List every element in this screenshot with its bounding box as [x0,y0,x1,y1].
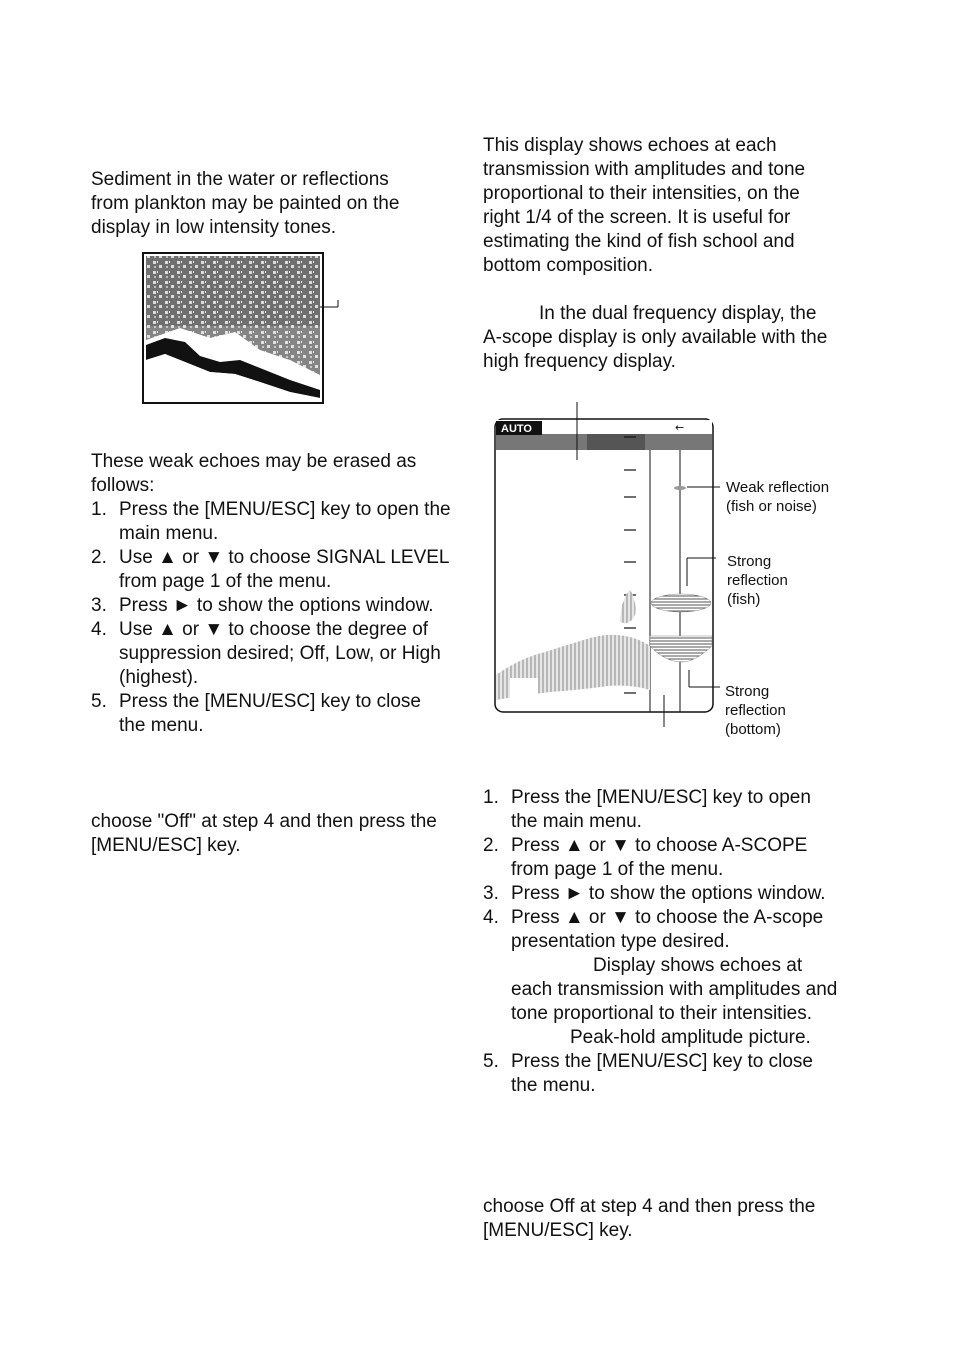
plankton-echo-figure [140,250,360,406]
a-scope-peak-description: Peak-hold amplitude picture. [570,1027,811,1048]
right-step-1: 1. Press the [MENU/ESC] key to open the main menu. [483,787,811,832]
right-intro-paragraph: This display shows echoes at each transmission with amplitudes and tone proportional to their intensities, on the right 1/4 of the screen. It is useful for estimating the kind of fish school and bottom composition. [483,135,806,276]
a-scope-display-figure [490,400,720,730]
left-step-2: 2. Use ▲ or ▼ to choose SIGNAL LEVEL from page 1 of the menu. [91,547,449,592]
right-note: choose Off at step 4 and then press the [MENU/ESC] key. [483,1196,816,1241]
a-scope-normal-description: Display shows echoes at each transmission with amplitudes and tone proportional to their intensities. [511,955,838,1024]
right-step-4: 4. Press ▲ or ▼ to choose the A-scope presentation type desired. Display shows echoes at each transmission with amplitudes and tone proportional to their intensities. Peak-hold amplitude picture. [483,907,838,1048]
left-note: choose "Off" at step 4 and then press the [MENU/ESC] key. [91,811,437,856]
weak-reflection-label: Weak reflection (fish or noise) [726,479,830,515]
left-step-4: 4. Use ▲ or ▼ to choose the degree of suppression desired; Off, Low, or High (highest). [91,619,441,688]
strong-fish-reflection-label: Strong reflection (fish) [727,553,788,608]
right-step-5: 5. Press the [MENU/ESC] key to close the menu. [483,1051,813,1096]
left-step-1: 1. Press the [MENU/ESC] key to open the main menu. [91,499,451,544]
left-steps-list [91,498,451,738]
weak-reflection-mark [674,486,686,490]
auto-badge-label: AUTO [501,423,532,435]
right-step-2: 2. Press ▲ or ▼ to choose A-SCOPE from page 1 of the menu. [483,835,808,880]
left-step-3: 3. Press ► to show the options window. [91,595,434,616]
strong-fish-reflection [651,594,711,612]
left-intro-paragraph: Sediment in the water or reflections from plankton may be painted on the display in low intensity tones. [91,169,400,238]
zoom-arrow-icon: ← [675,421,685,434]
right-step-3: 3. Press ► to show the options window. [483,883,826,904]
strong-bottom-reflection-label: Strong reflection (bottom) [725,683,786,738]
dual-frequency-note: In the dual frequency display, the A-scope display is only available with the high frequency display. [483,303,828,372]
left-step-5: 5. Press the [MENU/ESC] key to close the menu. [91,691,421,736]
erase-intro-paragraph: These weak echoes may be erased as follows: [91,451,417,496]
right-steps-list [483,786,838,1098]
